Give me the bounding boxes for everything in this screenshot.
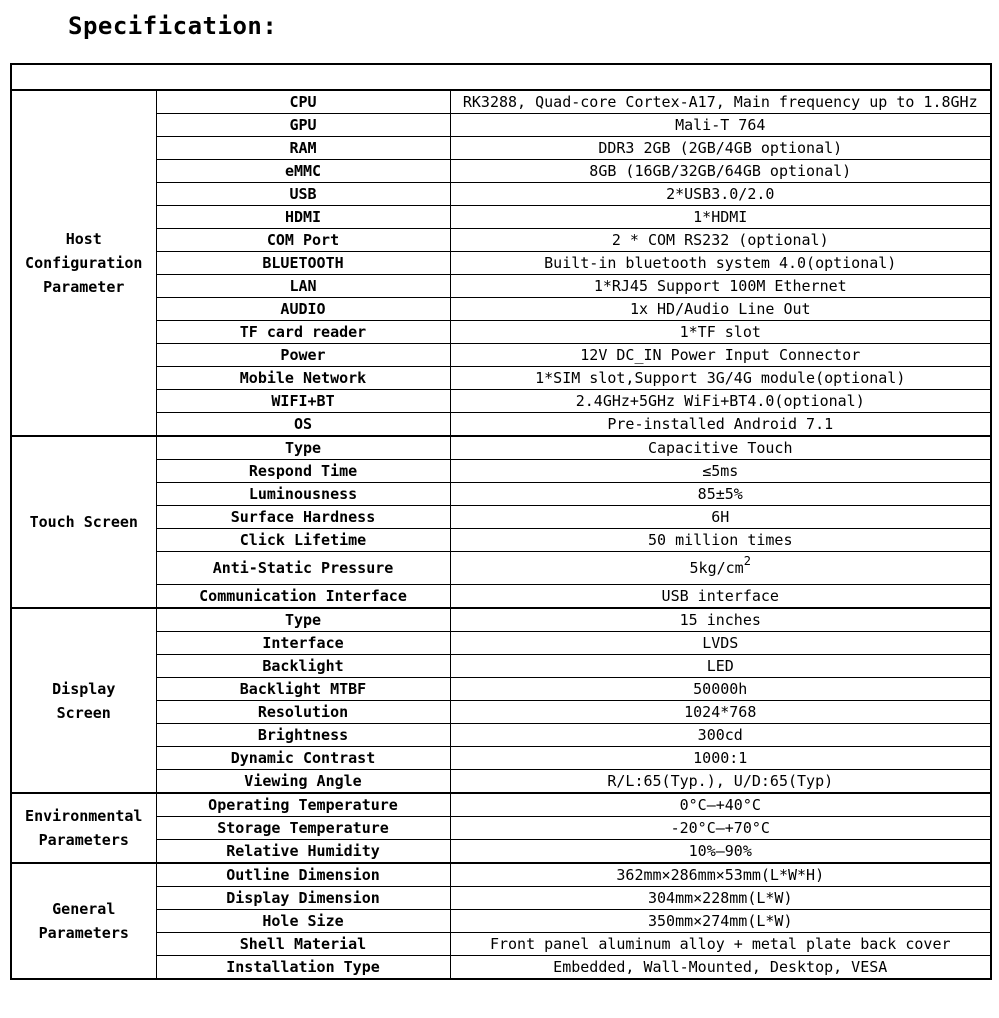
table-row <box>11 506 991 529</box>
param-value-cell: R/L:65(Typ.), U/D:65(Typ) <box>450 770 991 794</box>
table-row <box>11 298 991 321</box>
param-name-cell: eMMC <box>156 160 450 183</box>
param-name-cell: BLUETOOTH <box>156 252 450 275</box>
param-value-cell: RK3288, Quad-core Cortex-A17, Main frequency up to 1.8GHz <box>450 90 991 114</box>
param-name-cell: Luminousness <box>156 483 450 506</box>
category-cell <box>11 608 156 793</box>
param-value-cell: 2*USB3.0/2.0 <box>450 183 991 206</box>
param-name-cell: Hole Size <box>156 910 450 933</box>
table-row <box>11 608 991 632</box>
param-name-cell: CPU <box>156 90 450 114</box>
param-value-cell: 50 million times <box>450 529 991 552</box>
table-row <box>11 252 991 275</box>
table-row <box>11 793 991 817</box>
param-value-cell: 2.4GHz+5GHz WiFi+BT4.0(optional) <box>450 390 991 413</box>
param-name-cell: Anti-Static Pressure <box>156 552 450 585</box>
param-name-cell: Type <box>156 608 450 632</box>
param-name-cell: Installation Type <box>156 956 450 980</box>
param-value-cell: 350mm×274mm(L*W) <box>450 910 991 933</box>
page-title: Specification: <box>68 12 278 40</box>
table-row <box>11 206 991 229</box>
category-line: General <box>52 900 116 918</box>
param-name-cell: Communication Interface <box>156 585 450 609</box>
table-row <box>11 933 991 956</box>
param-value-cell: 15 inches <box>450 608 991 632</box>
param-value-cell: Front panel aluminum alloy + metal plate back cover <box>450 933 991 956</box>
param-value-cell: DDR3 2GB (2GB/4GB optional) <box>450 137 991 160</box>
category-line: Configuration <box>25 254 143 272</box>
param-name-cell: TF card reader <box>156 321 450 344</box>
param-value-cell: 1024*768 <box>450 701 991 724</box>
param-name-cell: Backlight MTBF <box>156 678 450 701</box>
param-value-cell: Built-in bluetooth system 4.0(optional) <box>450 252 991 275</box>
spec-table-body <box>11 64 991 979</box>
param-value-cell: 2 * COM RS232 (optional) <box>450 229 991 252</box>
param-name-cell: Operating Temperature <box>156 793 450 817</box>
param-value-cell: 0°C—+40°C <box>450 793 991 817</box>
param-name-cell: Viewing Angle <box>156 770 450 794</box>
param-value-cell: 50000h <box>450 678 991 701</box>
param-name-cell: LAN <box>156 275 450 298</box>
table-row <box>11 552 991 585</box>
table-row <box>11 321 991 344</box>
table-row <box>11 344 991 367</box>
table-header-row <box>11 64 991 90</box>
category-line: Display <box>52 679 116 698</box>
table-row <box>11 183 991 206</box>
table-row <box>11 367 991 390</box>
param-name-cell: Backlight <box>156 655 450 678</box>
category-line: Touch Screen <box>29 513 138 531</box>
param-value-cell: LVDS <box>450 632 991 655</box>
param-name-cell: Respond Time <box>156 460 450 483</box>
param-value-cell: Pre-installed Android 7.1 <box>450 413 991 437</box>
param-value-cell: 1*RJ45 Support 100M Ethernet <box>450 275 991 298</box>
param-value-cell: 8GB (16GB/32GB/64GB optional) <box>450 160 991 183</box>
param-name-cell: Click Lifetime <box>156 529 450 552</box>
param-value-cell: Mali-T 764 <box>450 114 991 137</box>
param-name-cell: Dynamic Contrast <box>156 747 450 770</box>
param-value-cell: 304mm×228mm(L*W) <box>450 887 991 910</box>
param-value-cell: 12V DC_IN Power Input Connector <box>450 344 991 367</box>
param-name-cell: Interface <box>156 632 450 655</box>
param-name-cell: Power <box>156 344 450 367</box>
category-cell <box>11 863 156 979</box>
param-name-cell: GPU <box>156 114 450 137</box>
param-name-cell: Storage Temperature <box>156 817 450 840</box>
param-value-cell: Embedded, Wall-Mounted, Desktop, VESA <box>450 956 991 980</box>
table-row <box>11 275 991 298</box>
table-header-empty-cell <box>11 64 991 90</box>
param-name-cell: Shell Material <box>156 933 450 956</box>
param-value-cell: 1x HD/Audio Line Out <box>450 298 991 321</box>
param-value-cell: 1*TF slot <box>450 321 991 344</box>
table-row <box>11 770 991 794</box>
category-line: Parameter <box>43 278 125 296</box>
param-value-cell: 6H <box>450 506 991 529</box>
param-value-cell: 1*HDMI <box>450 206 991 229</box>
param-value-cell: Capacitive Touch <box>450 436 991 460</box>
param-value-cell: ≤5ms <box>450 460 991 483</box>
param-name-cell: Resolution <box>156 701 450 724</box>
category-cell <box>11 793 156 863</box>
table-row <box>11 90 991 114</box>
table-row <box>11 114 991 137</box>
param-name-cell: AUDIO <box>156 298 450 321</box>
param-name-cell: Brightness <box>156 724 450 747</box>
param-value-cell: 1000:1 <box>450 747 991 770</box>
table-row <box>11 887 991 910</box>
spec-table <box>10 63 992 980</box>
table-row <box>11 585 991 609</box>
table-row <box>11 413 991 437</box>
table-row <box>11 678 991 701</box>
table-row <box>11 701 991 724</box>
param-value-cell: LED <box>450 655 991 678</box>
param-name-cell: Type <box>156 436 450 460</box>
param-value-cell: -20°C—+70°C <box>450 817 991 840</box>
category-line: Environmental <box>25 807 143 825</box>
param-value-cell: USB interface <box>450 585 991 609</box>
table-row <box>11 137 991 160</box>
param-name-cell: Outline Dimension <box>156 863 450 887</box>
param-name-cell: Display Dimension <box>156 887 450 910</box>
category-line: Parameters <box>38 924 129 942</box>
param-name-cell: Mobile Network <box>156 367 450 390</box>
table-row <box>11 724 991 747</box>
param-value-cell: 10%—90% <box>450 840 991 864</box>
param-name-cell: COM Port <box>156 229 450 252</box>
table-row <box>11 390 991 413</box>
category-line: Screen <box>56 703 111 722</box>
table-row <box>11 956 991 980</box>
value-superscript: 2 <box>743 554 751 568</box>
table-row <box>11 460 991 483</box>
param-value-cell: 300cd <box>450 724 991 747</box>
table-row <box>11 529 991 552</box>
table-row <box>11 747 991 770</box>
param-name-cell: RAM <box>156 137 450 160</box>
param-name-cell: Relative Humidity <box>156 840 450 864</box>
param-value-cell: 1*SIM slot,Support 3G/4G module(optional) <box>450 367 991 390</box>
param-name-cell: HDMI <box>156 206 450 229</box>
category-cell <box>11 90 156 436</box>
table-row <box>11 863 991 887</box>
param-value-cell: 362mm×286mm×53mm(L*W*H) <box>450 863 991 887</box>
param-value-cell: 85±5% <box>450 483 991 506</box>
table-row <box>11 436 991 460</box>
param-name-cell: Surface Hardness <box>156 506 450 529</box>
category-cell <box>11 436 156 608</box>
table-row <box>11 910 991 933</box>
param-name-cell: USB <box>156 183 450 206</box>
category-line: Host <box>65 230 102 248</box>
table-row <box>11 817 991 840</box>
category-line: Parameters <box>38 831 129 849</box>
table-row <box>11 632 991 655</box>
table-row <box>11 229 991 252</box>
table-row <box>11 483 991 506</box>
table-row <box>11 160 991 183</box>
param-name-cell: WIFI+BT <box>156 390 450 413</box>
param-name-cell: OS <box>156 413 450 437</box>
table-row <box>11 840 991 864</box>
param-value-cell: $5kg/cm^2$ <box>450 552 991 585</box>
table-row <box>11 655 991 678</box>
